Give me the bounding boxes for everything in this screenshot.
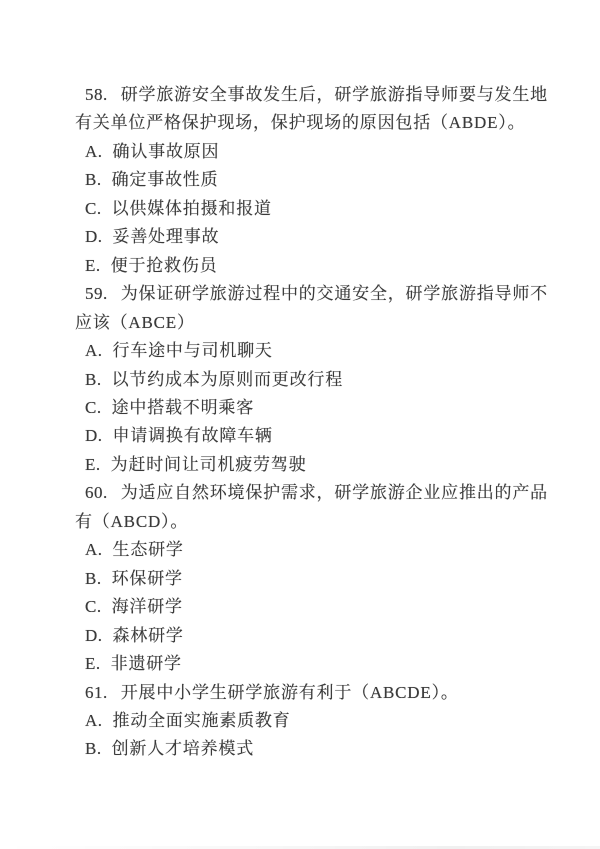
option-line [75,195,550,223]
option-text: 妥善处理事故 [112,227,220,247]
question-stem-line [75,479,550,507]
question-stem-line [75,280,550,308]
option-letter: B. [85,739,102,759]
option-line [75,593,550,621]
question-stem-line: 应该（ABCE） [75,312,195,332]
option-line [75,166,550,194]
option-letter: C. [85,397,102,417]
option-text: 环保研学 [111,568,183,588]
question-number: 61. [85,682,108,702]
option-letter: A. [85,141,103,161]
question-number: 59. [85,284,108,304]
option-line [75,565,550,593]
questions [75,81,550,764]
question-number: 60. [85,483,108,503]
option-line [75,536,550,564]
option-letter: E. [85,654,101,674]
option-line [75,366,550,394]
option-text: 森林研学 [112,625,184,645]
option-letter: C. [85,198,102,218]
option-letter: B. [85,170,102,190]
option-line [75,650,550,678]
option-line [75,735,550,763]
option-letter: C. [85,597,102,617]
question-stem-line [75,81,550,109]
question-stem-text: 为保证研学旅游过程中的交通安全，研学旅游指导师不 [120,284,548,304]
option-letter: D. [85,227,103,247]
option-line [75,223,550,251]
option-text: 便于抢救伤员 [110,255,218,275]
option-letter: A. [85,710,103,730]
option-text: 推动全面实施素质教育 [112,710,291,730]
option-line [75,138,550,166]
option-line [75,707,550,735]
option-line [75,451,550,479]
question-stem-text: 研学旅游安全事故发生后，研学旅游指导师要与发生地 [120,85,548,104]
option-line [75,252,550,280]
option-line [75,394,550,422]
question-stem-text: 开展中小学生研学旅游有利于（ABCDE）。 [120,682,459,702]
option-text: 海洋研学 [111,597,183,617]
option-text: 以供媒体拍摄和报道 [111,198,272,218]
option-text: 非遗研学 [110,654,182,674]
question-stem-line: 有关单位严格保护现场，保护现场的原因包括（ABDE）。 [75,113,526,133]
option-letter: E. [85,255,101,275]
option-text: 生态研学 [112,540,184,560]
option-text: 途中搭载不明乘客 [111,397,254,417]
option-letter: E. [85,454,101,474]
question-stem-line [75,679,550,707]
option-text: 为赶时间让司机疲劳驾驶 [110,454,307,474]
option-letter: B. [85,369,102,389]
option-text: 创新人才培养模式 [111,739,254,759]
option-text: 确定事故性质 [111,170,219,190]
question-number: 58. [85,85,108,104]
option-text: 行车途中与司机聊天 [112,341,273,361]
option-letter: D. [85,625,103,645]
option-letter: A. [85,540,103,560]
option-letter: A. [85,341,103,361]
option-letter: D. [85,426,103,446]
option-line [75,622,550,650]
option-line [75,337,550,365]
option-text: 以节约成本为原则而更改行程 [111,369,343,389]
option-text: 确认事故原因 [112,141,220,161]
question-stem-line: 有（ABCD）。 [75,511,189,531]
question-stem-text: 为适应自然环境保护需求，研学旅游企业应推出的产品 [120,483,548,503]
option-text: 申请调换有故障车辆 [112,426,273,446]
option-letter: B. [85,568,102,588]
option-line [75,422,550,450]
